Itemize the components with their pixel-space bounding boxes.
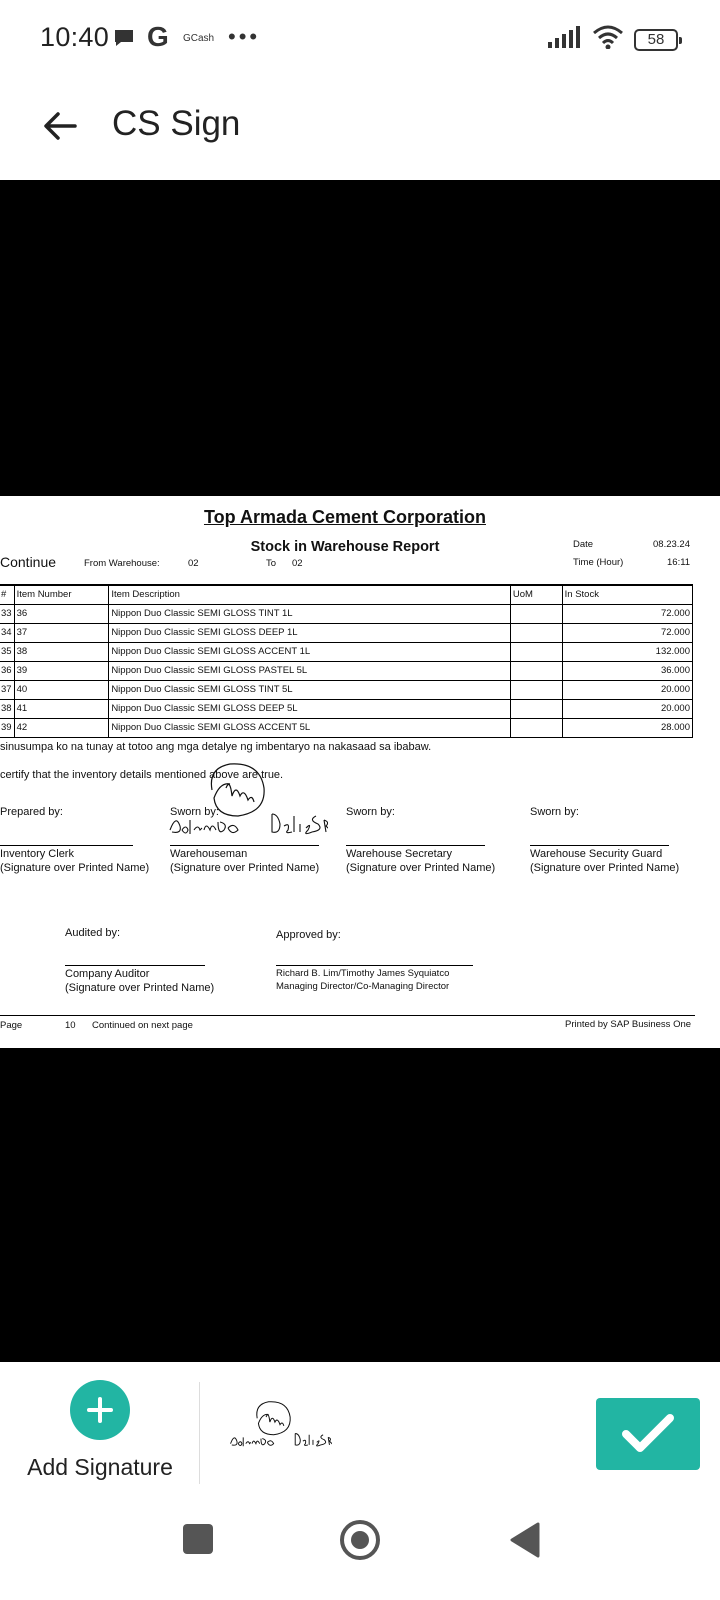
prepared-by-label: Prepared by: [0,806,63,818]
cell-index: 35 [0,642,14,661]
back-arrow-icon [43,111,77,141]
approver-names: Richard B. Lim/Timothy James Syquiatco [276,968,450,979]
role-security-guard: Warehouse Security Guard [530,848,663,860]
status-bar [0,0,720,78]
confirm-button[interactable] [596,1398,700,1470]
app-bar [0,78,720,180]
oath-tagalog: sinusumpa ko na tunay at totoo ang mga detalye ng imbentaryo na nakasaad sa ibabaw. [0,741,432,753]
cell-description: Nippon Duo Classic SEMI GLOSS DEEP 1L [109,623,511,642]
header-uom: UoM [510,585,562,604]
cell-description: Nippon Duo Classic SEMI GLOSS PASTEL 5L [109,661,511,680]
status-indicators [548,25,678,54]
table-header-row [0,585,693,604]
status-time: 10:40 [40,22,110,52]
sworn-by-label-1: Sworn by: [170,806,219,818]
signature-toolbar [0,1362,720,1490]
table-row [0,680,693,699]
gcash-notification: GCash [183,33,215,44]
table-row [0,604,693,623]
nav-home-icon[interactable] [340,1520,380,1560]
add-signature-button[interactable] [70,1380,130,1440]
cell-in-stock: 36.000 [562,661,692,680]
cell-in-stock: 72.000 [562,604,692,623]
cell-item-number: 41 [14,699,109,718]
cell-description: Nippon Duo Classic SEMI GLOSS TINT 1L [109,604,511,623]
continued-label: Continued on next page [92,1020,193,1031]
cell-item-number: 42 [14,718,109,737]
report-title: Stock in Warehouse Report [250,539,440,555]
cell-index: 39 [0,718,14,737]
company-name: Top Armada Cement Corporation [203,507,486,527]
cell-uom [510,604,562,623]
table-row [0,623,693,642]
date-label: Date [573,539,594,550]
table-row [0,661,693,680]
document-page[interactable] [0,496,720,1048]
role-warehouseman: Warehouseman [170,848,248,860]
signature-line [276,965,473,966]
approver-title: Managing Director/Co-Managing Director [276,981,450,992]
cell-in-stock: 132.000 [562,642,692,661]
cell-description: Nippon Duo Classic SEMI GLOSS ACCENT 1L [109,642,511,661]
header-in-stock: In Stock [562,585,692,604]
header-item-number: Item Number [14,585,109,604]
nav-back-icon[interactable] [508,1522,540,1558]
cell-index: 37 [0,680,14,699]
cell-index: 38 [0,699,14,718]
table-row [0,699,693,718]
to-value: 02 [292,558,303,569]
signature-line [0,845,133,846]
cell-uom [510,718,562,737]
cell-index: 34 [0,623,14,642]
footer-rule [0,1015,695,1016]
cell-uom [510,642,562,661]
placed-signature[interactable] [168,758,328,840]
back-button[interactable] [36,102,84,150]
cell-description: Nippon Duo Classic SEMI GLOSS TINT 5L [109,680,511,699]
signature-note: (Signature over Printed Name) [170,862,320,874]
from-warehouse-label: From Warehouse: [84,558,160,569]
message-icon [113,28,135,53]
page-label: Page [0,1020,23,1031]
role-warehouse-secretary: Warehouse Secretary [346,848,452,860]
cell-description: Nippon Duo Classic SEMI GLOSS DEEP 5L [109,699,511,718]
stock-table [0,584,693,738]
audited-by-label: Audited by: [65,927,121,939]
cell-in-stock: 20.000 [562,699,692,718]
cell-in-stock: 72.000 [562,623,692,642]
signature-note: (Signature over Printed Name) [65,982,215,994]
time-value: 16:11 [667,557,691,568]
signature-note: (Signature over Printed Name) [0,862,150,874]
header-item-description: Item Description [109,585,511,604]
cell-item-number: 36 [14,604,109,623]
time-label: Time (Hour) [573,557,624,568]
wifi-icon [592,25,624,54]
approved-by-label: Approved by: [276,929,341,941]
toolbar-divider [199,1382,200,1484]
cell-uom [510,661,562,680]
cell-uom [510,699,562,718]
cell-index: 36 [0,661,14,680]
cell-item-number: 38 [14,642,109,661]
signature-note: (Signature over Printed Name) [530,862,680,874]
system-nav-bar [0,1490,720,1600]
signal-icon [548,26,582,53]
printed-by: Printed by SAP Business One [565,1019,692,1030]
oath-english: certify that the inventory details mentioned above are true. [0,769,284,781]
signature-line [65,965,205,966]
signature-note: (Signature over Printed Name) [346,862,496,874]
to-label: To [266,558,277,569]
check-icon [620,1412,676,1456]
continue-label: Continue [0,554,57,570]
saved-signature-thumbnail[interactable] [228,1398,332,1450]
cell-item-number: 37 [14,623,109,642]
plus-icon [86,1396,114,1424]
from-warehouse-value: 02 [188,558,199,569]
page-number: 10 [65,1020,76,1031]
table-row [0,642,693,661]
date-value: 08.23.24 [653,539,690,550]
sworn-by-label-3: Sworn by: [530,806,579,818]
signature-line [346,845,485,846]
cell-item-number: 40 [14,680,109,699]
table-row [0,718,693,737]
add-signature-label[interactable]: Add Signature [27,1454,173,1480]
cell-uom [510,680,562,699]
signature-line [530,845,669,846]
nav-recents-icon[interactable] [183,1524,213,1554]
role-inventory-clerk: Inventory Clerk [0,848,74,860]
cell-index: 33 [0,604,14,623]
sworn-by-label-2: Sworn by: [346,806,395,818]
google-icon: G [147,21,169,52]
cell-uom [510,623,562,642]
document-viewer[interactable] [0,180,720,1362]
signature-line [170,845,319,846]
cell-description: Nippon Duo Classic SEMI GLOSS ACCENT 5L [109,718,511,737]
page-title: CS Sign [112,104,241,143]
cell-item-number: 39 [14,661,109,680]
cell-in-stock: 20.000 [562,680,692,699]
more-notifications-icon: ••• [228,24,261,49]
role-company-auditor: Company Auditor [65,968,150,980]
cell-in-stock: 28.000 [562,718,692,737]
header-index: # [0,585,14,604]
battery-icon: 58 [634,29,678,51]
